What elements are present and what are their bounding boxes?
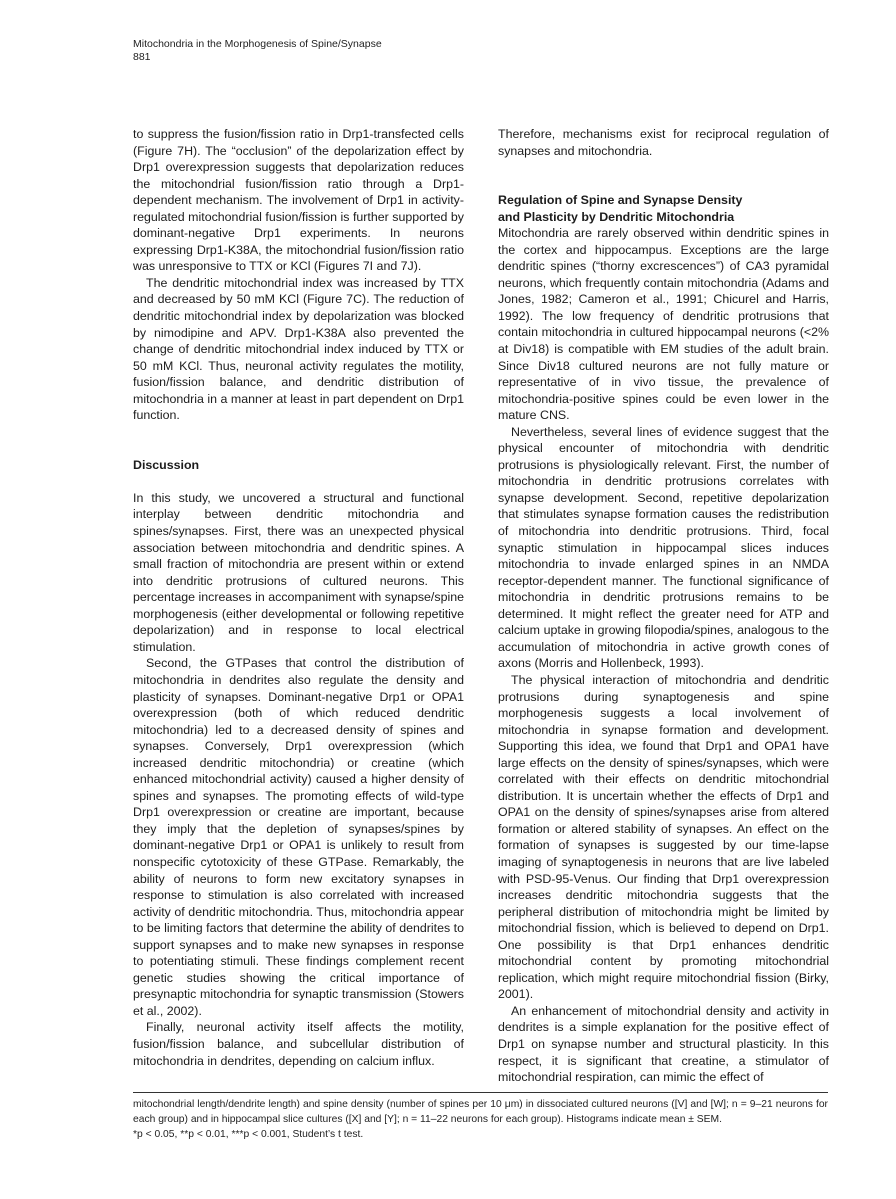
spacer <box>133 473 464 490</box>
paragraph: An enhancement of mitochondrial density and activity in dendrites is a simple explanation for the positive effect of Drp1 on synapse number and structural plasticity. In this respect, it is significant that creatine, a stimulator of mitochondrial respiration, can mimic the effect of <box>498 1003 829 1085</box>
caption-divider <box>133 1092 828 1093</box>
paragraph: In this study, we uncovered a structural and functional interplay between dendritic mitochondria and spines/synapses. First, there was an unexpected physical association between mitochondria and dendritic spines. A small fraction of mitochondria are present within or extend into dendritic protrusions of cultured neurons. This percentage increases in accompaniment with synapse/spine morphogenesis (either developmental or following repetitive depolarization) and in response to local electrical stimulation. <box>133 490 464 654</box>
left-column <box>133 126 464 1069</box>
paragraph: Therefore, mechanisms exist for reciprocal regulation of synapses and mitochondria. <box>498 127 829 158</box>
caption-text: *p < 0.05, **p < 0.01, ***p < 0.001, Student’s t test. <box>133 1129 364 1140</box>
figure-caption <box>133 1097 828 1142</box>
caption-text: mitochondrial length/dendrite length) and spine density (number of spines per 10 μm) in dissociated cultured neurons ([V] and [W]; n = 9–21 neurons for each group) and in hippocampal slice cultures ([X] and [Y]; n = 11–22 neurons for each group). Histograms indicate mean ± SEM. <box>133 1099 828 1125</box>
paragraph: The dendritic mitochondrial index was increased by TTX and decreased by 50 mM KCl (Figure 7C). The reduction of dendritic mitochondrial index by depolarization was blocked by nimodipine and APV. Drp1-K38A also prevented the change of dendritic mitochondrial index induced by TTX or 50 mM KCl. Thus, neuronal activity regulates the motility, fusion/fission balance, and dendritic distribution of mitochondria in a manner at least in part dependent on Drp1 function. <box>133 275 464 423</box>
paragraph: Second, the GTPases that control the distribution of mitochondria in dendrites also regulate the density and plasticity of synapses. Dominant-negative Drp1 or OPA1 overexpression (both of which reduced dendritic mitochondria) led to a decreased density of spines and synapses. Conversely, Drp1 overexpression (which increased dendritic mitochondria) or creatine (which enhanced mitochondrial activity) caused a higher density of spines and synapses. The promoting effects of wild-type Drp1 overexpression or creatine are important, because they imply that the depletion of synapses/spines by dominant-negative Drp1 or OPA1 is unlikely to result from nonspecific cytotoxicity of these GTPase. Remarkably, the ability of neurons to form new excitatory synapses in response to stimulation is also correlated with increased activity of dendritic mitochondria. Thus, mitochondria appear to be limiting factors that determine the ability of dendrites to support synapses and to make new synapses in response to potentiating stimuli. These findings complement recent genetic studies showing the critical importance of presynaptic mitochondria for synaptic transmission (Stowers et al., 2002). <box>133 656 464 1018</box>
section-heading-line: Regulation of Spine and Synapse Density <box>498 193 743 208</box>
section-heading-regulation <box>498 192 829 225</box>
right-column <box>498 126 829 1086</box>
spacer <box>133 424 464 457</box>
paragraph: to suppress the fusion/fission ratio in Drp1-transfected cells (Figure 7H). The “occlusion” of the depolarization effect by Drp1 overexpression suggests that depolarization reduces the mitochondrial fusion/fission ratio through a Drp1-dependent mechanism. The involvement of Drp1 in activity-regulated mitochondrial fusion/fission is further supported by dominant-negative Drp1 experiments. In neurons expressing Drp1-K38A, the mitochondrial fusion/fission ratio was unresponsive to TTX or KCl (Figures 7I and 7J). <box>133 127 464 274</box>
running-head <box>133 38 382 64</box>
running-head-title: Mitochondria in the Morphogenesis of Spine/Synapse <box>133 38 382 50</box>
section-heading-line: and Plasticity by Dendritic Mitochondria <box>498 209 735 224</box>
paragraph: Mitochondria are rarely observed within dendritic spines in the cortex and hippocampus. Exceptions are the large dendritic spines (“thorny excrescences”) of CA3 pyramidal neurons, which frequently contain mitochondria (Adams and Jones, 1982; Cameron et al., 1991; Chicurel and Harris, 1992). The low frequency of dendritic protrusions that contain mitochondria in cultured hippocampal neurons (<2% at Div18) is compatible with EM studies of the adult brain. Since Div18 cultured neurons are not fully mature or representative of in vivo tissue, the prevalence of mitochondria-positive spines could be even lower in the mature CNS. <box>498 226 829 423</box>
section-heading-discussion: Discussion <box>133 457 200 472</box>
paragraph: Nevertheless, several lines of evidence suggest that the physical encounter of mitochondria with dendritic protrusions is physiologically relevant. First, the number of mitochondria in dendritic protrusions correlates with synapse development. Second, repetitive depolarization that stimulates synapse formation causes the redistribution of mitochondria into dendritic protrusions. Third, focal synaptic stimulation in hippocampal slices induces mitochondria to invade enlarged spines in an NMDA receptor-dependent manner. The functional significance of mitochondria in dendritic protrusions remains to be determined. It might reflect the greater need for ATP and calcium uptake in growing filopodia/spines, analogous to the accumulation of mitochondria in active growth cones of axons (Morris and Hollenbeck, 1993). <box>498 424 829 671</box>
page-number: 881 <box>133 51 151 63</box>
spacer <box>498 159 829 192</box>
paragraph: The physical interaction of mitochondria and dendritic protrusions during synaptogenesis and spine morphogenesis suggests a local involvement of mitochondria in synapse formation and development. Supporting this idea, we found that Drp1 and OPA1 have large effects on the density of spines/synapses, which were correlated with their effects on dendritic mitochondrial distribution. It is uncertain whether the effects of Drp1 and OPA1 on the density of spines/synapses arise from altered formation or altered stability of synapses. An effect on the formation of synapses is suggested by our time-lapse imaging of synaptogenesis in neurons that are live labeled with PSD-95-Venus. Our finding that Drp1 overexpression increases dendritic mitochondria suggests that the peripheral distribution of mitochondria might be limited by mitochondrial fission, which is believed to depend on Drp1. One possibility is that Drp1 enhances dendritic mitochondrial content by promoting mitochondrial replication, which might require mitochondrial fission (Birky, 2001). <box>498 672 829 1002</box>
paragraph: Finally, neuronal activity itself affects the motility, fusion/fission balance, and subcellular distribution of mitochondria in dendrites, depending on calcium influx. <box>133 1020 464 1068</box>
